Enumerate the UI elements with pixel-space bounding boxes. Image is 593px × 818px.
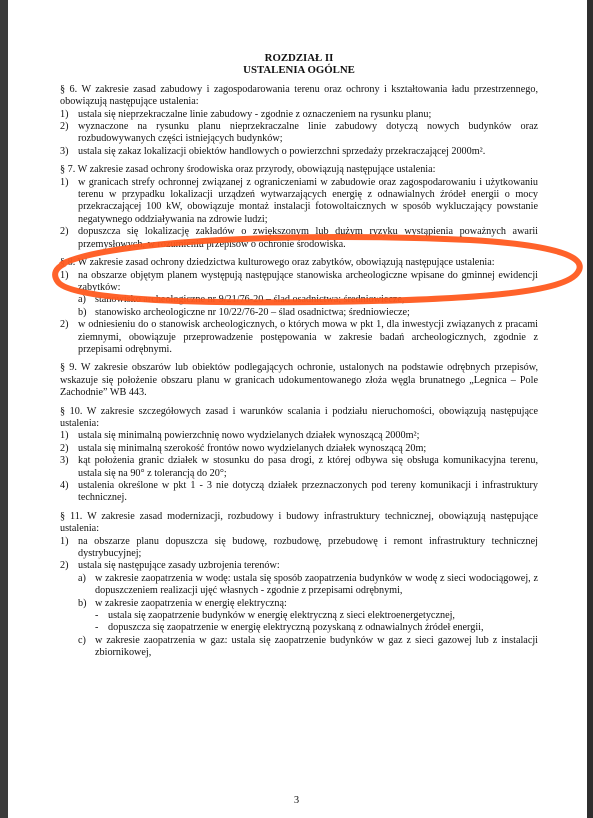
section-11-intro bbox=[60, 511, 538, 536]
document-page bbox=[60, 52, 538, 660]
item-number: 1) bbox=[60, 269, 69, 281]
section-8-item bbox=[60, 270, 538, 295]
section-9-heading: § 9. bbox=[60, 362, 77, 374]
item-number: 2) bbox=[60, 560, 69, 572]
section-7-item bbox=[60, 177, 538, 227]
page-number: 3 bbox=[293, 795, 300, 806]
section-10-item bbox=[60, 443, 538, 455]
section-6-intro bbox=[60, 84, 538, 109]
section-7-item-highlighted bbox=[60, 226, 538, 251]
item-text: ustala się nieprzekraczalne linie zabudowy - zgodnie z oznaczeniem na rysunku planu; bbox=[78, 108, 432, 120]
section-7-text: W zakresie zasad ochrony środowiska oraz przyrody, obowiązują następujące ustalenia: bbox=[77, 164, 436, 176]
section-8-subitem bbox=[78, 307, 538, 319]
item-text: ustala się następujące zasady uzbrojenia terenów: bbox=[78, 560, 280, 572]
section-11-text: W zakresie zasad modernizacji, rozbudowy i budowy infrastruktury technicznej, obowiązują następujące ustalenia: bbox=[60, 510, 538, 535]
section-10-intro bbox=[60, 406, 538, 431]
section-11-item bbox=[60, 536, 538, 561]
section-7-heading: § 7. bbox=[60, 164, 76, 176]
dash-marker: - bbox=[95, 610, 99, 622]
section-8-heading: § 8. bbox=[60, 257, 76, 269]
section-8-text: W zakresie zasad ochrony dziedzictwa kulturowego oraz zabytków, obowiązują następujące ustalenia: bbox=[77, 257, 495, 269]
chapter-number: ROZDZIAŁ II bbox=[264, 52, 334, 64]
item-text: kąt położenia granic działek w stosunku do pasa drogi, z której odbywa się obsługa komunikacyjna terenu, ustala się na 90° z tolerancją do 20°; bbox=[78, 455, 538, 479]
section-11-dash-item bbox=[95, 622, 538, 634]
subitem-text: w zakresie zaopatrzenia w energię elektryczną: bbox=[95, 597, 287, 609]
item-number: 2) bbox=[60, 121, 69, 133]
section-6-item bbox=[60, 121, 538, 146]
subitem-letter: b) bbox=[78, 306, 87, 318]
section-8-intro bbox=[60, 257, 538, 269]
section-6-item bbox=[60, 109, 538, 121]
section-11-dash-item bbox=[95, 610, 538, 622]
item-text: ustala się zakaz lokalizacji obiektów handlowych o powierzchni sprzedaży przekraczającej 2000m². bbox=[78, 145, 486, 157]
section-11-subitem bbox=[78, 598, 538, 610]
section-10-heading: § 10. bbox=[60, 405, 83, 417]
item-number: 2) bbox=[60, 226, 69, 238]
subitem-text: stanowisko archeologiczne nr 9/21/76-20 – ślad osadnictwa; średniowiecze, bbox=[95, 294, 405, 306]
section-8-subitem bbox=[78, 294, 538, 306]
item-text: ustala się minimalną powierzchnię nowo wydzielanych działek wynoszącą 2000m²; bbox=[78, 430, 420, 442]
item-text: ustala się minimalną szerokość frontów nowo wydzielanych działek wynoszącą 20m; bbox=[78, 442, 427, 454]
section-11-item bbox=[60, 560, 538, 572]
item-number: 1) bbox=[60, 108, 69, 120]
section-6-heading: § 6. bbox=[60, 83, 78, 95]
chapter-title: USTALENIA OGÓLNE bbox=[243, 64, 355, 77]
item-number: 1) bbox=[60, 535, 69, 547]
section-10-item bbox=[60, 455, 538, 480]
section-10-item bbox=[60, 430, 538, 442]
section-9-text: W zakresie obszarów lub obiektów podlegających ochronie, ustalonych na podstawie odrębnych przepisów, wskazuje się położenie obszaru planu w granicach udokumentowanego złoża węgla brunatnego „Legnica – Pole Zachodnie” WB 443. bbox=[60, 362, 538, 399]
item-number: 1) bbox=[60, 176, 69, 188]
item-text: ustalenia określone w pkt 1 - 3 nie dotyczą działek przeznaczonych pod tereny komunikacji i infrastruktury technicznej. bbox=[78, 480, 538, 504]
viewer-right-edge bbox=[587, 0, 593, 818]
subitem-letter: a) bbox=[78, 294, 86, 306]
subitem-text: w zakresie zaopatrzenia w wodę: ustala się sposób zaopatrzenia budynków w wodę z sieci wodociągowej, z dopuszczeniem realizacji ujęć własnych - zgodnie z przepisami odrębnymi, bbox=[95, 572, 538, 597]
section-10-item bbox=[60, 480, 538, 505]
subitem-letter: a) bbox=[78, 572, 86, 584]
item-number: 4) bbox=[60, 480, 69, 491]
subitem-text: stanowisko archeologiczne nr 10/22/76-20 – ślad osadnictwa; średniowiecze; bbox=[95, 306, 410, 318]
item-number: 3) bbox=[60, 145, 69, 157]
subitem-letter: c) bbox=[78, 634, 86, 646]
item-text: na obszarze planu dopuszcza się budowę, rozbudowę, przebudowę i remont infrastruktury technicznej dystrybucyjnej; bbox=[78, 535, 538, 560]
subitem-letter: b) bbox=[78, 597, 87, 609]
section-6-item bbox=[60, 146, 538, 158]
section-11-subitem bbox=[78, 573, 538, 598]
dash-marker: - bbox=[95, 622, 99, 634]
item-number: 1) bbox=[60, 430, 69, 442]
section-8-item bbox=[60, 319, 538, 356]
subitem-text: w zakresie zaopatrzenia w gaz: ustala się zaopatrzenie budynków w gaz z sieci gazowej lub z instalacji zbiornikowej, bbox=[95, 634, 538, 659]
item-text: w odniesieniu do o stanowisk archeologicznych, o których mowa w pkt 1, dla inwestycji związanych z pracami ziemnymi, obowiązuje przeprowadzenie postępowania w zakresie badań archeologicznych, zgodnie z przepisami odrębnymi. bbox=[78, 319, 538, 355]
section-7-intro bbox=[60, 164, 538, 176]
item-text: na obszarze objętym planem występują następujące stanowiska archeologiczne wpisane do gminnej ewidencji zabytków: bbox=[78, 269, 538, 293]
viewer-left-edge bbox=[0, 0, 8, 818]
section-9-intro bbox=[60, 362, 538, 399]
section-6-text: W zakresie zasad zabudowy i zagospodarowania terenu oraz ochrony i kształtowania ładu przestrzennego, obowiązują następujące ustalenia: bbox=[60, 83, 538, 108]
section-11-heading: § 11. bbox=[60, 510, 83, 522]
item-text: wyznaczone na rysunku planu nieprzekraczalne linie zabudowy dotyczą nowych budynków oraz rozbudowywanych części istniejących budynków; bbox=[78, 121, 538, 145]
dash-text: ustala się zaopatrzenie budynków w energię elektryczną z sieci elektroenergetycznej, bbox=[108, 610, 455, 622]
item-text: dopuszcza się lokalizację zakładów o zwiększonym lub dużym ryzyku wystąpienia poważnych awarii przemysłowych, w rozumieniu przepisów o ochronie środowiska. bbox=[78, 226, 538, 250]
section-11-subitem bbox=[78, 635, 538, 660]
item-number: 2) bbox=[60, 319, 69, 331]
section-10-text: W zakresie szczegółowych zasad i warunków scalania i podziału nieruchomości, obowiązują następujące ustalenia: bbox=[60, 405, 539, 429]
item-number: 2) bbox=[60, 442, 69, 454]
item-text: w granicach strefy ochronnej związanej z ograniczeniami w zabudowie oraz zagospodarowaniu i użytkowaniu terenu w przypadku lokalizacji urządzeń wytwarzających energię z odnawialnych źródeł energii o mocy przekraczającej 100 kW, obowiązuje montaż instalacji fotowoltaicznych w sposób wykluczający powstanie negatywnego oddziaływania na zdrowie ludzi; bbox=[78, 176, 538, 225]
item-number: 3) bbox=[60, 455, 69, 467]
dash-text: dopuszcza się zaopatrzenie w energię elektryczną pozyskaną z odnawialnych źródeł energii, bbox=[108, 622, 484, 634]
